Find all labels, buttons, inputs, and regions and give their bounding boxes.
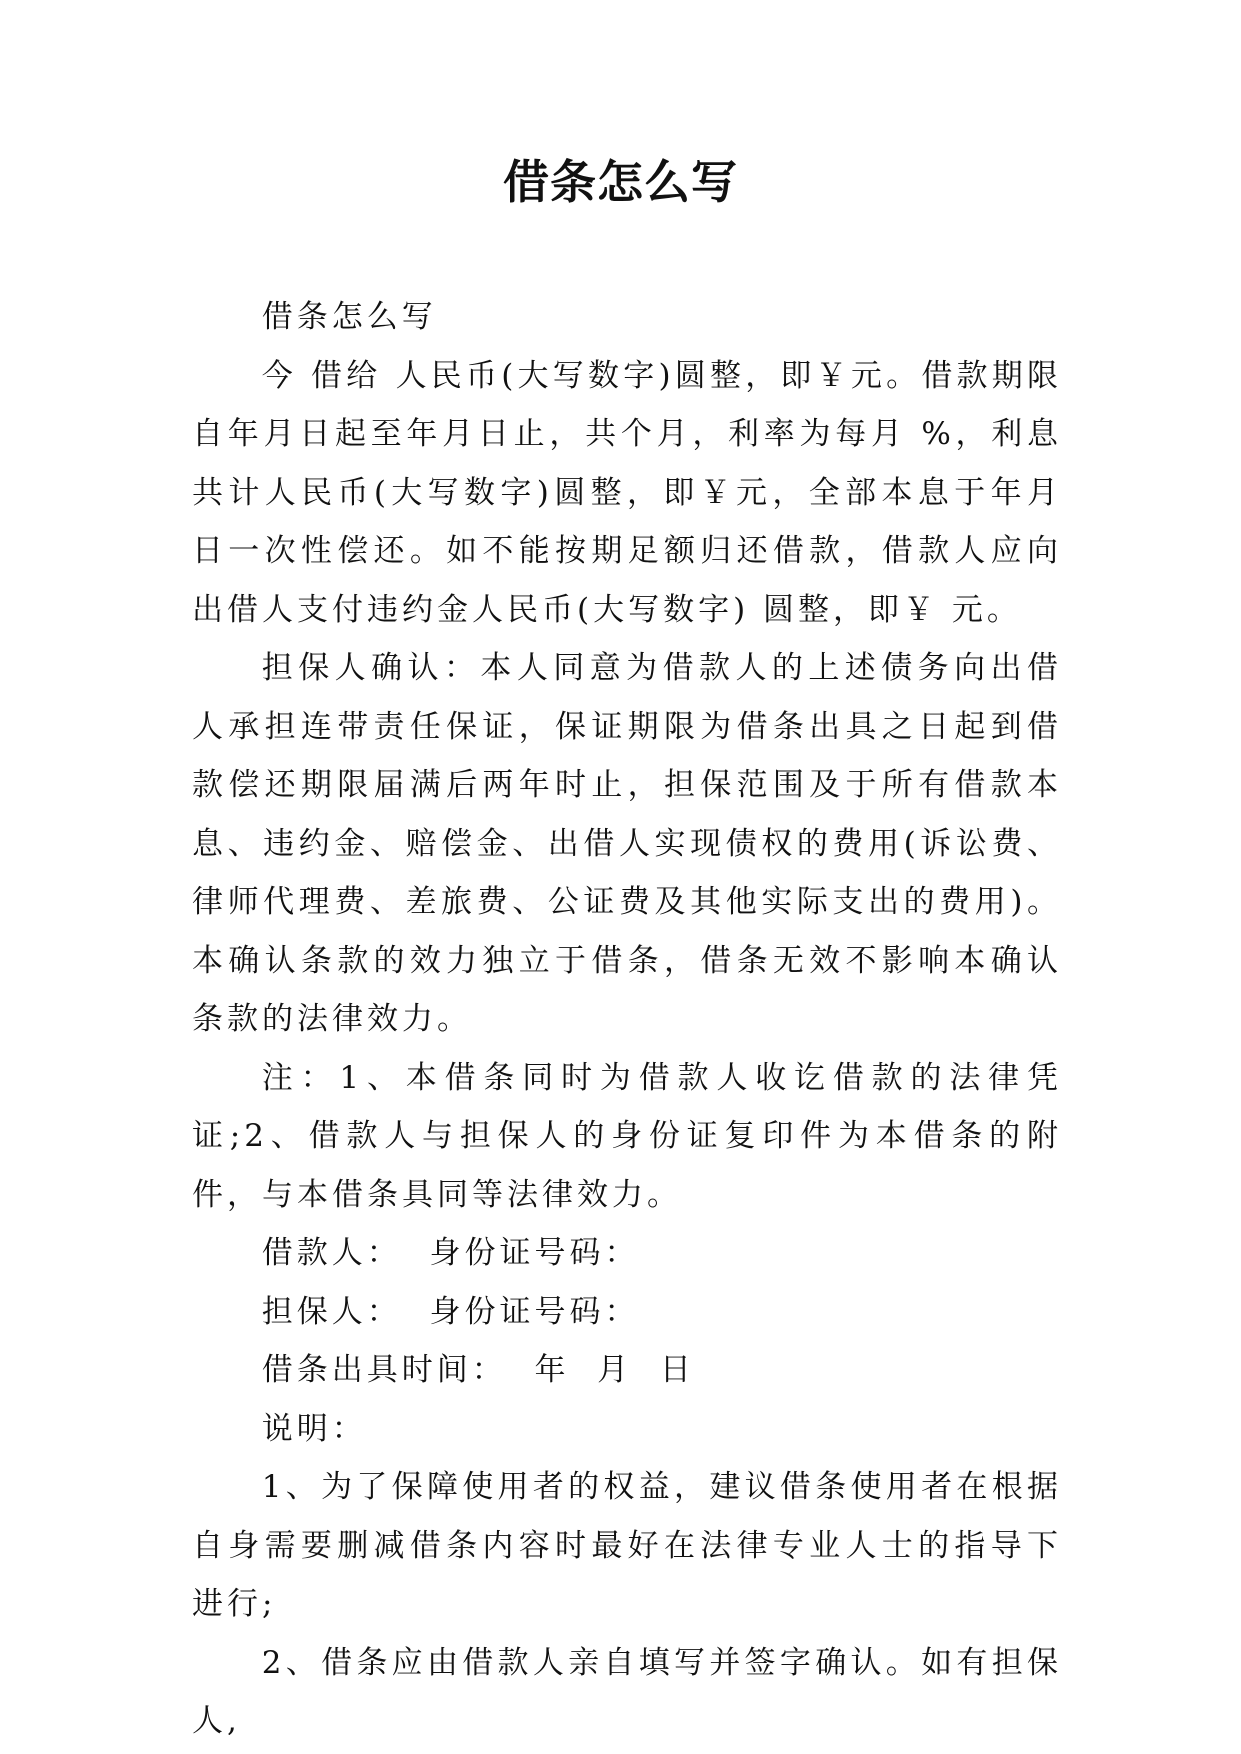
paragraph-notes: 注：1、本借条同时为借款人收讫借款的法律凭证;2、借款人与担保人的身份证复印件为本借条的附件，与本借条具同等法律效力。 <box>192 1059 1062 1213</box>
borrower-signature-line: 借款人： 身份证号码： <box>261 1235 640 1271</box>
explanation-heading: 说明： <box>261 1410 367 1447</box>
document-body <box>192 288 1062 1751</box>
paragraph-guarantor-confirmation: 担保人确认：本人同意为借款人的上述债务向出借人承担连带责任保证，保证期限为借条出具之日起到借款偿还期限届满后两年时止，担保范围及于所有借款本息、违约金、赔偿金、出借人实现债权的费用(诉讼费、律师代理费、差旅费、公证费及其他实际支出的费用)。本确认条款的效力独立于借条，借条无效不影响本确认条款的法律效力。 <box>192 650 1062 1037</box>
document-title: 借条怎么写 <box>503 155 738 209</box>
issue-date-line: 借条出具时间： 年 月 日 <box>261 1352 695 1388</box>
paragraph-heading: 借条怎么写 <box>261 299 437 335</box>
guarantor-signature-line: 担保人： 身份证号码： <box>261 1293 640 1330</box>
explanation-item-1: 1、为了保障使用者的权益，建议借条使用者在根据自身需要删减借条内容时最好在法律专业人士的指导下进行; <box>192 1469 1062 1622</box>
explanation-item-2: 2、借条应由借款人亲自填写并签字确认。如有担保人, <box>192 1644 1062 1739</box>
paragraph-loan-terms: 今 借给 人民币(大写数字)圆整，即￥元。借款期限自年月日起至年月日止，共个月，利率为每月 %，利息共计人民币(大写数字)圆整，即￥元，全部本息于年月日一次性偿还。如不能按期足额归还借款，借款人应向出借人支付违约金人民币(大写数字) 圆整，即￥ 元。 <box>192 357 1062 628</box>
